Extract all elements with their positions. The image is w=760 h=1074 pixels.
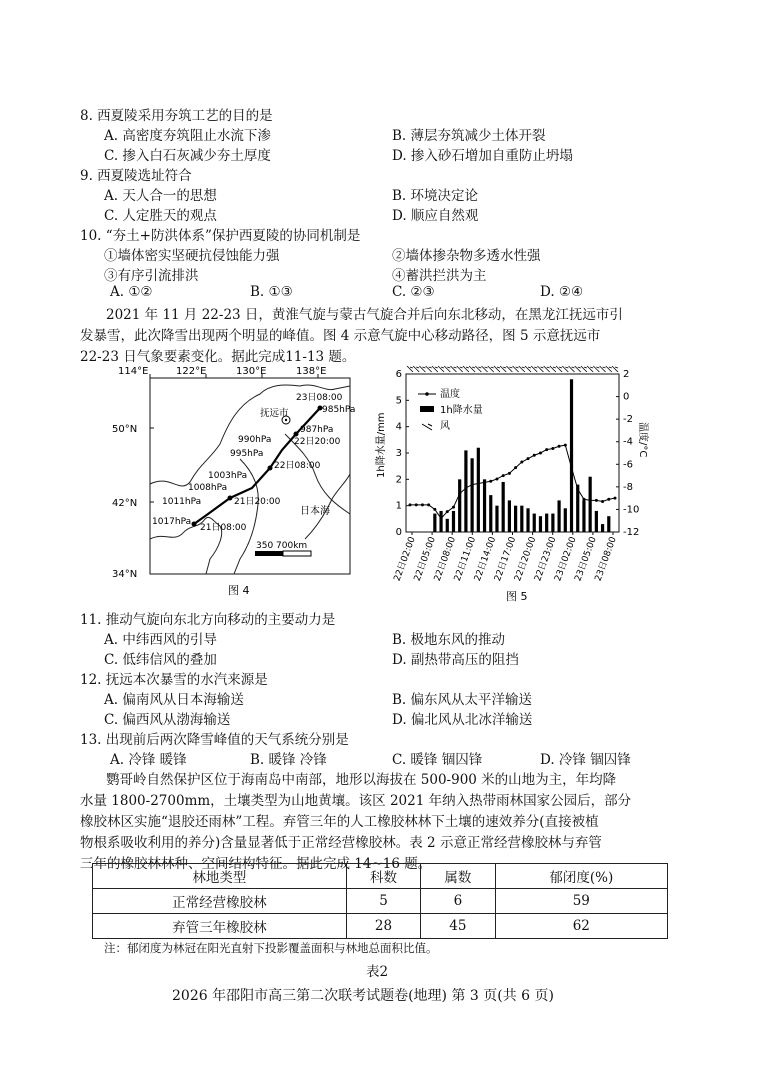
wind-barb (444, 366, 450, 372)
wind-barb (475, 366, 481, 372)
chart-frame (406, 374, 619, 532)
track-label-p-1: 985hPa (322, 405, 356, 415)
temperature-point (520, 461, 523, 464)
left-tick-label: 2 (395, 474, 402, 486)
table-cell: 正常经营橡胶林 (93, 889, 347, 914)
wind-barb (506, 366, 512, 372)
q12-option-c: C. 偏西风从渤海输送 (104, 712, 231, 728)
right-axis-label: 温度/°C (637, 422, 648, 458)
temperature-point (527, 457, 530, 460)
wind-barb (482, 366, 488, 372)
wind-barb (600, 366, 606, 372)
q8-option-b: B. 薄层夯筑减少土体开裂 (392, 128, 546, 144)
precip-bar (570, 379, 573, 532)
precip-bar (433, 514, 436, 532)
q11-option-a: A. 中纬西风的引导 (104, 632, 217, 648)
precip-bar (514, 506, 517, 532)
left-tick-label: 0 (395, 527, 402, 538)
table2-caption: 表2 (366, 964, 389, 980)
wind-barb (587, 366, 593, 372)
legend-precip-swatch (420, 406, 434, 412)
x-tick-label: 22日23:00 (533, 535, 559, 583)
lat-label-50: 50°N (112, 424, 138, 435)
scale-bar-solid (255, 551, 283, 556)
temperature-point (607, 498, 610, 501)
precip-bar (589, 477, 592, 532)
track-label-p-9: 1011hPa (162, 497, 202, 507)
x-tick-label: 22日02:00 (392, 535, 418, 583)
q9-option-c: C. 人定胜天的观点 (104, 208, 217, 224)
q12-option-d: D. 偏北风从北冰洋输送 (392, 712, 533, 728)
track-point (228, 496, 233, 501)
lat-label-42: 42°N (112, 498, 138, 509)
track-point (192, 522, 197, 527)
q9-option-b: B. 环境决定论 (392, 188, 479, 204)
temperature-point (601, 500, 604, 503)
q9-option-a: A. 天人合一的思想 (104, 188, 217, 204)
lat-label-34: 34°N (112, 569, 138, 580)
wind-barb (488, 366, 494, 372)
temperature-point (415, 503, 418, 506)
q11-option-b: B. 极地东风的推动 (392, 632, 506, 648)
track-label-p-6: 1003hPa (208, 471, 248, 481)
temperature-point (595, 499, 598, 502)
temperature-point (433, 508, 436, 511)
temperature-point (421, 503, 424, 506)
track-label-time-2: 22日20:00 (294, 437, 341, 447)
passage2-line-2: 水量 1800-2700mm，土壤类型为山地黄壤。该区 2021 年纳入热带雨林国家公园后，部分 (80, 793, 632, 809)
precip-bar (464, 450, 467, 532)
track-label-time-3: 22日08:00 (274, 461, 321, 471)
precip-bar (520, 506, 523, 532)
q9-option-d: D. 顺应自然观 (392, 208, 479, 224)
lon-label-138: 138°E (296, 366, 327, 377)
lon-label-114: 114°E (118, 366, 149, 377)
passage2-line-3: 橡胶林区实施“退胶还雨林”工程。弃管三年的人工橡胶林林下土壤的速效养分(直接被植 (80, 814, 599, 830)
q13-option-a: A. 冷锋 暖锋 (110, 752, 187, 768)
right-tick-label: -8 (623, 481, 633, 493)
wind-barb (407, 366, 413, 372)
wind-barb (562, 366, 568, 372)
x-tick-label: 23日08:00 (593, 535, 619, 583)
temperature-point (576, 488, 579, 491)
wind-barb (556, 366, 562, 372)
precip-bar (471, 458, 474, 532)
q13-option-d: D. 冷锋 锢囚锋 (540, 752, 631, 768)
temperature-point (508, 472, 511, 475)
q10-option-b: B. ①③ (250, 284, 293, 300)
precip-bar (607, 516, 610, 532)
right-tick-label: -4 (623, 436, 633, 448)
precip-bar (557, 500, 560, 532)
q10-statement-4: ④蓄洪拦洪为主 (392, 268, 487, 284)
q13-option-b: B. 暖锋 冷锋 (250, 752, 327, 768)
precip-bar (495, 506, 498, 532)
temperature-point (502, 474, 505, 477)
q8-stem: 8. 西夏陵采用夯筑工艺的目的是 (80, 108, 273, 124)
left-tick-label: 1 (395, 500, 402, 512)
lon-label-130: 130°E (236, 366, 267, 377)
passage2-line-5: 三年的橡胶林林种、空间结构特征。据此完成 14~16 题。 (80, 856, 432, 872)
temperature-point (440, 517, 443, 520)
precip-bar (551, 514, 554, 532)
track-label-p-2: 987hPa (300, 425, 334, 435)
table-cell: 62 (495, 914, 667, 939)
table-header-cell: 郁闭度(%) (495, 864, 667, 889)
precip-bar (508, 500, 511, 532)
precip-bar (601, 524, 604, 532)
temperature-point (489, 480, 492, 483)
legend-temp: 温度 (440, 389, 460, 400)
temperature-point (458, 492, 461, 495)
temperature-point (533, 454, 536, 457)
table-header-row (93, 864, 668, 889)
x-tick-label: 22日05:00 (412, 535, 438, 583)
passage1-line-1: 2021 年 11 月 22-23 日，黄淮气旋与蒙古气旋合并后向东北移动，在黑龙江抚远市引 (106, 307, 623, 323)
table-cell: 59 (495, 889, 667, 914)
wind-barb (438, 366, 444, 372)
temperature-point (409, 503, 412, 506)
precip-bar (539, 516, 542, 532)
q10-statement-3: ③有序引流排洪 (104, 268, 199, 284)
legend-wind-symbol (422, 424, 432, 430)
track-label-p-3: 990hPa (238, 435, 272, 445)
temperature-point (545, 448, 548, 451)
wind-barb (569, 366, 575, 372)
q10-statement-2: ②墙体掺杂物多透水性强 (392, 248, 541, 264)
table-row (93, 914, 668, 939)
track-label-p-7: 1008hPa (188, 483, 228, 493)
temperature-point (564, 444, 567, 447)
table2 (92, 863, 668, 939)
x-tick-label: 23日02:00 (553, 535, 579, 583)
precip-bar (489, 495, 492, 532)
track-label-p-10: 1017hPa (152, 517, 192, 527)
precip-bar (439, 511, 442, 532)
q13-stem: 13. 出现前后两次降雪峰值的天气系统分别是 (80, 732, 349, 748)
table-header-cell: 属数 (421, 864, 495, 889)
left-axis-label: 1h降水量/mm (376, 412, 387, 478)
wind-barb (469, 366, 475, 372)
temperature-point (589, 499, 592, 502)
q10-option-a: A. ①② (110, 284, 153, 300)
wind-barb (519, 366, 525, 372)
x-tick-label: 22日20:00 (513, 535, 539, 583)
wind-barb (513, 366, 519, 372)
q9-stem: 9. 西夏陵选址符合 (80, 168, 192, 184)
precip-bar (595, 511, 598, 532)
x-tick-label: 23日05:00 (573, 535, 599, 583)
precip-bar (545, 514, 548, 532)
wind-barb (537, 366, 543, 372)
q12-stem: 12. 抚远本次暴雪的水汽来源是 (80, 672, 268, 688)
temperature-point (446, 510, 449, 513)
temperature-point (514, 466, 517, 469)
q8-option-c: C. 掺入白石灰减少夯土厚度 (104, 148, 271, 164)
q10-stem: 10. “夯土+防洪体系”保护西夏陵的协同机制是 (80, 228, 361, 244)
q11-option-d: D. 副热带高压的阻挡 (392, 652, 519, 668)
figure5-chart (378, 362, 648, 604)
table-header-cell: 林地类型 (93, 864, 347, 889)
temperature-point (539, 452, 542, 455)
precip-bar (502, 482, 505, 532)
scale-label: 350 700km (256, 541, 308, 551)
page-footer: 2026 年邵阳市高三第二次联考试题卷(地理) 第 3 页(共 6 页) (172, 988, 554, 1004)
q11-stem: 11. 推动气旋向东北方向移动的主要动力是 (80, 612, 336, 628)
precip-bar (458, 479, 461, 532)
city-label: 抚远市 (260, 408, 289, 419)
temperature-point (483, 481, 486, 484)
q10-statement-1: ①墙体密实坚硬抗侵蚀能力强 (104, 248, 280, 264)
track-label-time-1: 23日08:00 (296, 393, 343, 403)
track-point (268, 466, 273, 471)
wind-barb (463, 366, 469, 372)
wind-barb (457, 366, 463, 372)
q11-option-c: C. 低纬信风的叠加 (104, 652, 217, 668)
q8-option-d: D. 掺入砂石增加自重防止坍塌 (392, 148, 573, 164)
table-cell: 6 (421, 889, 495, 914)
wind-barb (593, 366, 599, 372)
temperature-point (551, 447, 554, 450)
right-tick-label: 0 (623, 391, 630, 403)
table-row (93, 889, 668, 914)
wind-barb (494, 366, 500, 372)
temperature-point (582, 498, 585, 501)
wind-barb (550, 366, 556, 372)
precip-bar (582, 500, 585, 532)
scale-bar-hollow (283, 551, 311, 556)
wind-barb (432, 366, 438, 372)
wind-barb (450, 366, 456, 372)
precip-bar (533, 514, 536, 532)
wind-barb (612, 366, 618, 372)
q13-option-c: C. 暖锋 锢囚锋 (392, 752, 483, 768)
precip-bar (483, 479, 486, 532)
legend-precip: 1h降水量 (440, 405, 483, 416)
left-tick-label: 4 (395, 421, 402, 433)
temperature-point (452, 506, 455, 509)
table-cell: 弃管三年橡胶林 (93, 914, 347, 939)
x-tick-label: 22日17:00 (493, 535, 519, 583)
wind-barb (525, 366, 531, 372)
track-label-p-4: 995hPa (230, 449, 264, 459)
wind-barb (575, 366, 581, 372)
q10-option-d: D. ②④ (540, 284, 584, 300)
passage2-line-4: 物根系吸收利用的养分)含量显著低于正常经营橡胶林。表 2 示意正常经营橡胶林与弃管 (80, 835, 602, 851)
x-tick-label: 22日14:00 (472, 535, 499, 583)
wind-barb (581, 366, 587, 372)
wind-barb (426, 366, 432, 372)
right-tick-label: -2 (623, 414, 633, 426)
temperature-point (558, 445, 561, 448)
passage2-line-1: 鹦哥岭自然保护区位于海南岛中南部，地形以海拔在 500-900 米的山地为主，年均降 (106, 772, 617, 788)
figure4-map (110, 364, 360, 596)
wind-barb (531, 366, 537, 372)
left-tick-label: 3 (395, 448, 402, 459)
right-tick-label: -12 (623, 527, 640, 538)
q12-option-b: B. 偏东风从太平洋输送 (392, 692, 533, 708)
temperature-point (614, 497, 617, 500)
legend-wind: 风 (440, 421, 450, 432)
temperature-point (570, 466, 573, 469)
temperature-point (427, 503, 430, 506)
right-tick-label: 2 (623, 369, 630, 380)
table2-note: 注：郁闭度为林冠在阳光直射下投影覆盖面积与林地总面积比值。 (104, 941, 438, 955)
temperature-point (495, 477, 498, 480)
temperature-point (477, 482, 480, 485)
table-header-cell: 科数 (346, 864, 420, 889)
wind-barb (606, 366, 612, 372)
track-label-time-8: 21日20:00 (234, 497, 281, 507)
table-cell: 5 (346, 889, 420, 914)
track-label-time-11: 21日08:00 (200, 523, 247, 533)
precip-bar (526, 508, 529, 532)
right-tick-label: -10 (623, 504, 640, 516)
sea-label: 日本海 (300, 506, 330, 517)
q8-option-a: A. 高密度夯筑阻止水流下渗 (104, 128, 271, 144)
q10-option-c: C. ②③ (392, 284, 435, 300)
passage1-line-2: 发暴雪，此次降雪出现两个明显的峰值。图 4 示意气旋中心移动路径，图 5 示意抚远市 (80, 328, 601, 344)
x-tick-label: 22日08:00 (432, 535, 459, 583)
wind-barb (413, 366, 419, 372)
passage1-line-3: 22-23 日气象要素变化。据此完成11-13 题。 (80, 349, 356, 365)
precip-bar (477, 448, 480, 532)
table-cell: 28 (346, 914, 420, 939)
figure4-caption: 图 4 (228, 584, 250, 597)
figure5-caption: 图 5 (506, 590, 528, 603)
wind-barb (500, 366, 506, 372)
wind-barb (544, 366, 550, 372)
precip-bar (446, 519, 449, 532)
precip-bar (564, 508, 567, 532)
x-tick-label: 22日11:00 (452, 535, 479, 583)
right-tick-label: -6 (623, 459, 633, 471)
precip-bar (452, 511, 455, 532)
temperature-point (464, 486, 467, 489)
left-tick-label: 6 (395, 369, 402, 380)
temperature-point (471, 483, 474, 486)
lon-label-122: 122°E (176, 366, 207, 377)
q12-option-a: A. 偏南风从日本海输送 (104, 692, 244, 708)
track-point (294, 432, 299, 437)
wind-barb (419, 366, 425, 372)
table-cell: 45 (421, 914, 495, 939)
left-tick-label: 5 (395, 395, 402, 407)
